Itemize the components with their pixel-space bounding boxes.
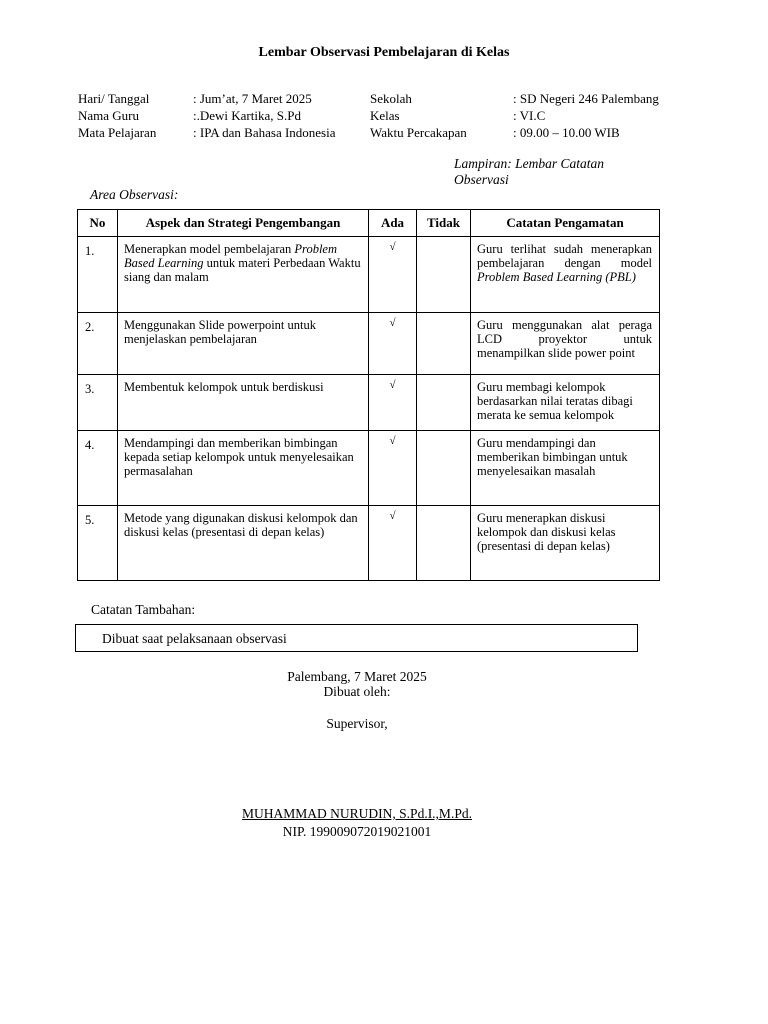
hari-value: : Jum’at, 7 Maret 2025: [193, 91, 312, 106]
signatory-name: MUHAMMAD NURUDIN, S.Pd.I.,M.Pd.: [242, 806, 472, 821]
check-mark: √: [369, 313, 417, 375]
header-no: No: [78, 210, 118, 237]
row-catatan: Guru menerapkan diskusi kelompok dan diskusi kelas (presentasi di depan kelas): [471, 506, 660, 581]
header-ada: Ada: [369, 210, 417, 237]
catatan-italic-text: Problem Based Learning (PBL): [477, 270, 636, 284]
guru-label: Nama Guru: [78, 108, 140, 123]
row-aspek: Mendampingi dan memberikan bimbingan kepada setiap kelompok untuk menyelesaikan permasalahan: [118, 431, 369, 506]
header-tidak: Tidak: [417, 210, 471, 237]
row-no: 5.: [78, 506, 118, 581]
row-no: 2.: [78, 313, 118, 375]
table-row: [78, 237, 660, 313]
row-no: 3.: [78, 375, 118, 431]
check-mark: √: [369, 506, 417, 581]
row-aspek: Membentuk kelompok untuk berdiskusi: [118, 375, 369, 431]
catatan-tambahan-box: Dibuat saat pelaksanaan observasi: [75, 624, 638, 652]
row-tidak: [417, 431, 471, 506]
check-mark: √: [369, 237, 417, 313]
aspek-italic-text: Problem Based Learning: [124, 242, 338, 270]
catatan-text: Guru terlihat sudah menerapkan pembelajaran dengan model: [477, 242, 652, 270]
row-catatan: [471, 237, 660, 313]
table-row: [78, 431, 660, 506]
row-catatan: Guru menggunakan alat peraga LCD proyektor untuk menampilkan slide power point: [471, 313, 660, 375]
header-catatan: Catatan Pengamatan: [471, 210, 660, 237]
check-mark: √: [369, 375, 417, 431]
guru-value: :.Dewi Kartika, S.Pd: [193, 108, 301, 123]
row-tidak: [417, 237, 471, 313]
mapel-label: Mata Pelajaran: [78, 125, 157, 140]
header-aspek: Aspek dan Strategi Pengembangan: [118, 210, 369, 237]
row-catatan: Guru mendampingi dan memberikan bimbingan untuk menyelesaikan masalah: [471, 431, 660, 506]
area-observasi-label: Area Observasi:: [90, 187, 179, 202]
row-no: 1.: [78, 237, 118, 313]
waktu-label: Waktu Percakapan: [370, 125, 467, 140]
table-header-row: [78, 210, 660, 237]
row-aspek: Menggunakan Slide powerpoint untuk menjelaskan pembelajaran: [118, 313, 369, 375]
mapel-value: : IPA dan Bahasa Indonesia: [193, 125, 336, 140]
row-aspek: Metode yang digunakan diskusi kelompok dan diskusi kelas (presentasi di depan kelas): [118, 506, 369, 581]
observation-table: [77, 209, 660, 581]
lampiran-note: Lampiran: Lembar Catatan Observasi: [454, 156, 605, 187]
hari-label: Hari/ Tanggal: [78, 91, 150, 106]
signature-made-by: Dibuat oleh:: [323, 684, 391, 699]
document-title: Lembar Observasi Pembelajaran di Kelas: [258, 45, 510, 60]
waktu-value: : 09.00 – 10.00 WIB: [513, 125, 620, 140]
aspek-text: Menerapkan model pembelajaran: [124, 242, 295, 256]
signature-place-date: Palembang, 7 Maret 2025: [287, 669, 427, 684]
sekolah-value: : SD Negeri 246 Palembang: [513, 91, 659, 106]
sekolah-label: Sekolah: [370, 91, 412, 106]
row-aspek: [118, 237, 369, 313]
row-catatan: Guru membagi kelompok berdasarkan nilai teratas dibagi merata ke semua kelompok: [471, 375, 660, 431]
row-tidak: [417, 313, 471, 375]
table-row: [78, 375, 660, 431]
table-row: [78, 506, 660, 581]
catatan-tambahan-label: Catatan Tambahan:: [91, 602, 196, 617]
row-tidak: [417, 375, 471, 431]
check-mark: √: [369, 431, 417, 506]
signatory-nip: NIP. 199009072019021001: [282, 824, 432, 839]
kelas-label: Kelas: [370, 108, 400, 123]
kelas-value: : VI.C: [513, 108, 546, 123]
aspek-text: untuk materi Perbedaan Waktu siang dan malam: [124, 256, 361, 284]
row-no: 4.: [78, 431, 118, 506]
table-row: [78, 313, 660, 375]
signature-role: Supervisor,: [326, 716, 388, 731]
row-tidak: [417, 506, 471, 581]
